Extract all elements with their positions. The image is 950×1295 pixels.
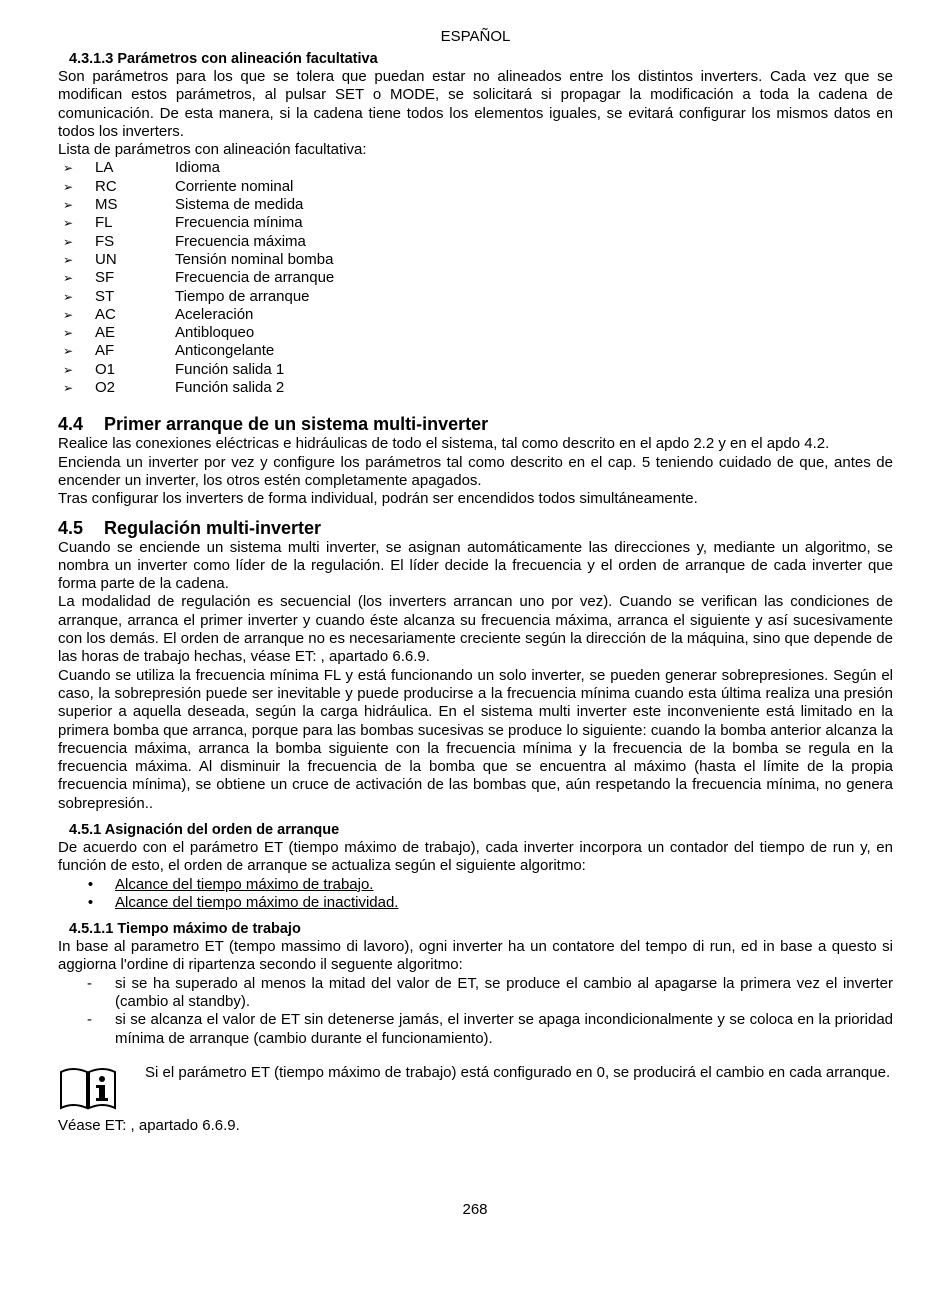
parameter-name: Frecuencia de arranque [175, 269, 335, 287]
parameter-item [58, 214, 893, 232]
list-item [58, 975, 893, 1012]
dash-marker: - [87, 974, 92, 992]
note-text: Si el parámetro ET (tiempo máximo de trabajo) está configurado en 0, se producirá el cambio en cada arranque. [145, 1063, 891, 1081]
bullet-list [58, 876, 893, 913]
section-number: 4.4 [58, 414, 84, 435]
arrow-bullet-icon: ➢ [63, 362, 74, 377]
parameter-code: ST [95, 287, 115, 305]
parameter-list [58, 159, 893, 397]
paragraph: In base al parametro ET (tempo massimo di lavoro), ogni inverter ha un contatore del tempo di run, ed in base a questo si aggiorna l'ordine di ripartenza secondo il seguente algoritmo: [58, 938, 893, 974]
list-item [58, 1011, 893, 1048]
dash-list [58, 975, 893, 1048]
parameter-name: Frecuencia máxima [175, 232, 306, 250]
heading-4-4 [58, 413, 893, 435]
parameter-code: FL [95, 214, 113, 232]
parameter-code: AE [95, 324, 116, 342]
paragraph: Lista de parámetros con alineación facultativa: [58, 141, 367, 159]
arrow-bullet-icon: ➢ [63, 326, 74, 341]
arrow-bullet-icon: ➢ [63, 234, 74, 249]
parameter-name: Sistema de medida [175, 196, 304, 214]
paragraph: Véase ET: , apartado 6.6.9. [58, 1116, 240, 1134]
bullet-icon: • [87, 875, 94, 893]
arrow-bullet-icon: ➢ [63, 161, 74, 176]
info-note [58, 1064, 893, 1115]
section-number: 4.5 [58, 517, 84, 538]
arrow-bullet-icon: ➢ [63, 344, 74, 359]
page-header: ESPAÑOL [440, 28, 511, 45]
parameter-name: Función salida 2 [175, 379, 285, 397]
paragraph: Cuando se utiliza la frecuencia mínima FL y está funcionando un solo inverter, se pueden generar sobrepresiones. Según el caso, la sobrepresión puede ser inevitable y puede producirse a la frecuencia mínima cuando esta última realiza una presión superior a aquella deseada, según la carga hidráulica. En el sistema multi inverter este inconveniente está limitado en la primera bomba que arranca, porque para las bombas sucesivas se produce lo siguiente: cuando la bomba anterior alcanza la frecuencia máxima, arranca la bomba siguiente con la frecuencia mínima y la frecuencia de la bomba se regula en la frecuencia máxima. Al disminuir la frecuencia de la bomba que se encuentra al máximo (hasta el límite de la propia frecuencia mínima), se obtiene un cruce de activación de las bombas que, aún respetando la frecuencia mínima, no genera sobrepresión.. [58, 666, 893, 812]
arrow-bullet-icon: ➢ [63, 252, 74, 267]
parameter-code: FS [95, 232, 115, 250]
parameter-item [58, 159, 893, 177]
parameter-item [58, 233, 893, 251]
parameter-name: Función salida 1 [175, 360, 285, 378]
heading-4-5-1-1: 4.5.1.1 Tiempo máximo de trabajo [69, 921, 301, 938]
list-item [58, 894, 893, 912]
section-title: Regulación multi-inverter [104, 517, 322, 538]
arrow-bullet-icon: ➢ [63, 289, 74, 304]
list-item [58, 876, 893, 894]
dash-marker: - [87, 1011, 92, 1029]
parameter-code: AC [95, 305, 116, 323]
arrow-bullet-icon: ➢ [63, 307, 74, 322]
heading-4-5 [58, 517, 893, 539]
paragraph: La modalidad de regulación es secuencial (los inverters arrancan uno por vez). Cuando se verifican las condiciones de arranque, arranca el primer inverter y cuando éste alcanza su frecuencia máxima, arranca el siguiente y así sucesivamente con los demás. El orden de arranque no es necesariamente creciente según la dirección de la máquina, sino que depende de las horas de trabajo hechas, véase ET: , apartado 6.6.9. [58, 593, 893, 666]
arrow-bullet-icon: ➢ [63, 198, 74, 213]
parameter-item [58, 306, 893, 324]
page-number: 268 [462, 1201, 488, 1218]
parameter-item [58, 379, 893, 397]
list-item-text: Alcance del tiempo máximo de trabajo. [115, 875, 374, 893]
parameter-code: RC [95, 177, 117, 195]
paragraph: Encienda un inverter por vez y configure los parámetros tal como descrito en el cap. 5 teniendo cuidado de que, antes de encender un inverter, los otros estén completamente apagados. [58, 453, 893, 489]
parameter-name: Anticongelante [175, 342, 275, 360]
parameter-code: LA [95, 159, 114, 177]
arrow-bullet-icon: ➢ [63, 216, 74, 231]
parameter-code: MS [95, 196, 118, 214]
paragraph: Cuando se enciende un sistema multi inverter, se asignan automáticamente las direcciones y, mediante un algoritmo, se nombra un inverter como líder de la regulación. El líder decide la frecuencia y el orden de arranque de cada inverter que forma parte de la cadena. [58, 538, 893, 593]
parameter-item [58, 178, 893, 196]
parameter-name: Antibloqueo [175, 324, 255, 342]
parameter-item [58, 324, 893, 342]
parameter-item [58, 342, 893, 360]
arrow-bullet-icon: ➢ [63, 271, 74, 286]
list-item-text: Alcance del tiempo máximo de inactividad. [115, 893, 399, 911]
parameter-code: O1 [95, 360, 116, 378]
parameter-code: O2 [95, 379, 116, 397]
heading-4-3-1-3: 4.3.1.3 Parámetros con alineación facultativa [69, 51, 378, 67]
parameter-code: UN [95, 250, 117, 268]
parameter-code: SF [95, 269, 115, 287]
parameter-item [58, 269, 893, 287]
parameter-item [58, 196, 893, 214]
info-book-icon [58, 1064, 145, 1115]
list-item-text: si se alcanza el valor de ET sin detenerse jamás, el inverter se apaga incondicionalmente y se coloca en la prioridad mínima de arranque (cambio durante el funcionamiento). [115, 1011, 893, 1047]
parameter-item [58, 288, 893, 306]
parameter-name: Aceleración [175, 305, 254, 323]
parameter-name: Corriente nominal [175, 177, 294, 195]
parameter-name: Frecuencia mínima [175, 214, 303, 232]
page-content [58, 28, 893, 1135]
parameter-name: Tensión nominal bomba [175, 250, 334, 268]
heading-4-5-1: 4.5.1 Asignación del orden de arranque [69, 821, 340, 838]
parameter-name: Idioma [175, 159, 221, 177]
list-item-text: si se ha superado al menos la mitad del valor de ET, se produce el cambio al apagarse la primera vez el inverter (cambio al standby). [115, 974, 893, 1011]
parameter-item [58, 251, 893, 269]
section-title: Primer arranque de un sistema multi-inverter [104, 414, 489, 435]
paragraph: Realice las conexiones eléctricas e hidráulicas de todo el sistema, tal como descrito en el apdo 2.2 y en el apdo 4.2. [58, 435, 830, 453]
arrow-bullet-icon: ➢ [63, 179, 74, 194]
paragraph: Son parámetros para los que se tolera que puedan estar no alineados entre los distintos inverters. Cada vez que se modifican estos parámetros, al pulsar SET o MODE, se solicitará si propagar la modificación a toda la cadena de comunicación. De esta manera, si la cadena tiene todos los elementos iguales, se evitará configurar los mismos datos en todos los inverters. [58, 68, 893, 140]
bullet-icon: • [87, 893, 94, 911]
parameter-name: Tiempo de arranque [175, 287, 310, 305]
parameter-code: AF [95, 342, 115, 360]
paragraph: Tras configurar los inverters de forma individual, podrán ser encendidos todos simultáneamente. [58, 490, 698, 508]
arrow-bullet-icon: ➢ [63, 381, 74, 396]
parameter-item [58, 361, 893, 379]
paragraph: De acuerdo con el parámetro ET (tiempo máximo de trabajo), cada inverter incorpora un contador del tiempo de run y, en función de esto, el orden de arranque se actualiza según el siguiente algoritmo: [58, 838, 893, 875]
